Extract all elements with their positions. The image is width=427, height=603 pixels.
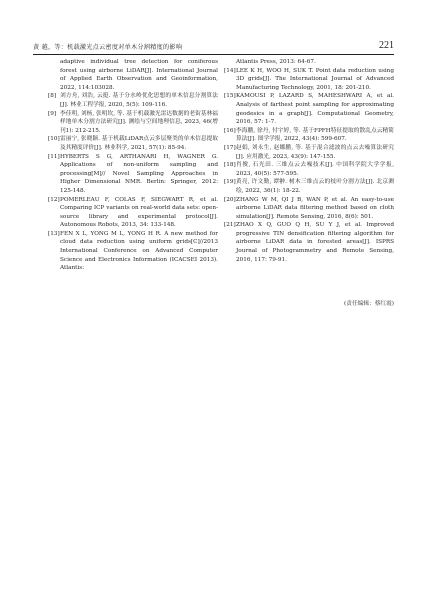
reference-column-left xyxy=(48,58,218,273)
reference-column-right xyxy=(224,58,394,264)
reference-item: [20] ZHANG W M, QI J B, WAN P, et al. An easy-to-use airborne LiDAR data filtering method based on cloth simulation[J]. Remote Sensing, 2016, 8(6): 501. xyxy=(224,196,394,220)
reference-item: [21] ZHAO X Q, GUO Q H, SU Y J, et al. Improved progressive TIN densification filtering algorithm for airborne LiDAR data in forested areas[J]. ISPRS Journal of Photogrammetry and Remote Sensing, 2016, 117: 79-91. xyxy=(224,222,394,263)
reference-item: [9] 李佳明, 刘杨, 张明坎, 等. 基于机载激光雷达数据的老街基林福样地单木分割方法研究[J]. 测绘与空间地理信息, 2023, 46(增刊1): 212-215. xyxy=(48,110,218,134)
page-number: 221 xyxy=(379,40,394,51)
reference-item: [16] 李海鹏, 徐丹, 付宇婷, 等. 基于FPFH特征提取的散乱点云精简算法[J]. 图学学报, 2022, 43(4): 599-607. xyxy=(224,127,394,143)
reference-item: [14] LEE K H, WOO H, SUK T. Point data reduction using 3D grids[J]. The International Journal of Advanced Manufacturing Technology, 2001, 18: 201-210. xyxy=(224,67,394,91)
editor-note: (责任编辑：蔡红霞) xyxy=(344,301,394,307)
reference-item: [17] 赵娟, 刘永生, 赵娜鹏, 等. 基于混合滤波的点云去噪算法研究[J]. 应用激光, 2023, 43(9): 147-155. xyxy=(224,144,394,160)
reference-item: [19] 黄亮, 许文勤, 谭翀. 树木三维点云的枝叶分割方法[J]. 北京测绘, 2022, 36(1): 18-22. xyxy=(224,179,394,194)
reference-item: [13] FEN X L, YONG M L, YONG H R. A new method for cloud data reduction using uniform grids[C]//2013 International Conference on Advanced Computer Science and Electronics Information (ICACSEI 2013). Atlantis: xyxy=(48,230,218,272)
reference-item: [8] 刘方舟, 刘浩, 云挺. 基于分水岭优化思想的单木信息分割算法[J]. 林业工程学报, 2020, 5(5): 109-116. xyxy=(48,93,218,108)
reference-item: [10] 雷丽宁, 张晓颖. 基于机载LiDAR点云多层聚类的单木信息提取及其精度评价[J]. 林业科学, 2021, 57(1): 85-94. xyxy=(48,136,218,151)
reference-item: [18] 肖俊, 石光田. 三维点云去噪技术[J]. 中国科学院大学学报, 2023, 40(5): 577-595. xyxy=(224,162,394,177)
reference-item: [11] HYBERTS S G, ARTHANARI H, WAGNER G. Applications of non-uniform sampling and processing[M]// Novel Sampling Approaches in Higher Dimensional NMR. Berlin: Springer, 2012: 125-148. xyxy=(48,153,218,194)
reference-item: [15] KAMOUSI P, LAZARD S, MAHESHWARI A, et al. Analysis of farthest point sampling for approximating geodesics in a graph[J]. Computational Geometry, 2016, 57: 1-7. xyxy=(224,93,394,126)
running-title: 黄 越，等：机载激光点云密度对单木分割精度的影响 xyxy=(33,44,183,51)
reference-item: Atlantis Press, 2013: 64-67. xyxy=(236,59,316,65)
reference-item: [12] POMERLEAU F, COLAS F, SIEGWART R, et al. Comparing ICP variants on real-world data sets: open-source library and experimental protocol[J]. Autonomous Robots, 2013, 34: 133-148. xyxy=(48,196,218,229)
running-header xyxy=(33,40,394,55)
reference-item: adaptive individual tree detection for coniferous forest using airborne LiDAR[J]. International Journal of Applied Earth Observation and Geoinformation, 2022, 114:103028. xyxy=(60,59,218,91)
